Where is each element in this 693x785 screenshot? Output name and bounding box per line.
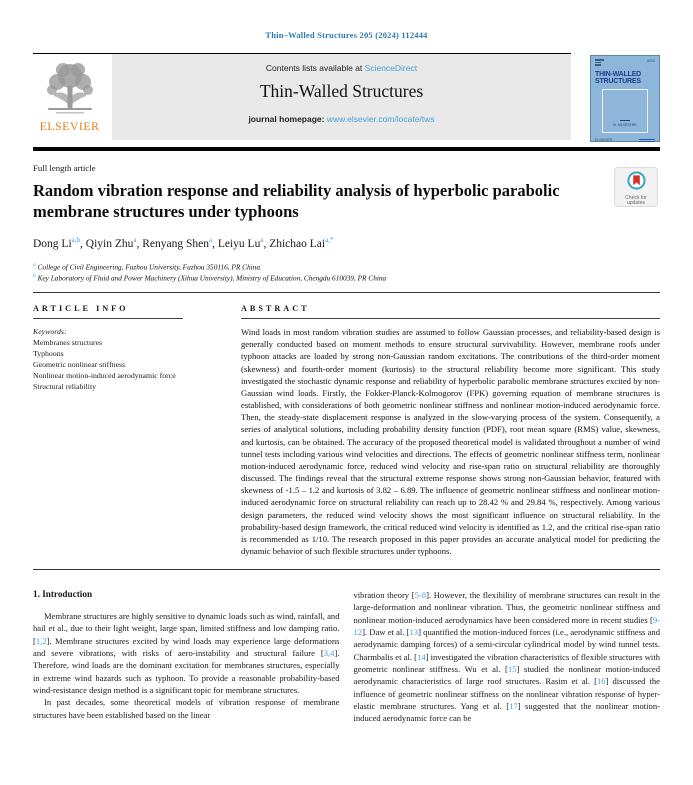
cover-corner-marks	[595, 59, 604, 67]
author: Renyang Shen$^a$,	[142, 236, 218, 251]
citation-ref[interactable]: 3,4	[323, 648, 335, 659]
citation-ref[interactable]: 9-12	[353, 614, 660, 638]
citation-ref[interactable]: 1,2	[35, 635, 47, 646]
homepage-link[interactable]: www.elsevier.com/locate/tws	[326, 114, 435, 124]
body-column-left	[33, 589, 340, 724]
abstract-column	[241, 304, 660, 557]
elsevier-tree-icon	[33, 60, 106, 118]
homepage-prefix: journal homepage:	[248, 114, 327, 124]
check-for-updates-badge[interactable]	[614, 167, 658, 207]
cover-brand: ELSEVIER	[595, 137, 613, 142]
body-column-right	[354, 589, 661, 724]
author-affil-sup[interactable]: a	[260, 236, 264, 245]
keyword: Nonlinear motion-induced aerodynamic force	[33, 371, 176, 381]
citation-ref[interactable]: 14	[417, 651, 426, 662]
keyword: Typhoons	[33, 349, 64, 359]
masthead	[33, 53, 660, 140]
elsevier-wordmark: ELSEVIER	[39, 119, 100, 133]
article-type-label: Full length article	[33, 162, 96, 173]
keywords-label: Keywords:	[33, 327, 67, 337]
article-header	[33, 151, 660, 284]
heading-rule	[241, 318, 660, 319]
keyword: Membranes structures	[33, 338, 103, 348]
author-affil-sup[interactable]: a	[209, 236, 213, 245]
abstract-text: Wind loads in most random vibration studies are assumed to follow Gaussian processes, and reliability-based design is generally conducted based on moment methods to ensure structural survivability. However, membrane roofs under typhoon attacks are loaded by strong non-Gaussian random excitations. The contributions of the third-order moment (skewness) and fourth-order moment (kurtosis) to the structural reliability become more significant. This study investigated the stochastic dynamic response and reliability of hyperbolic parabolic membrane structures excited by non-Gaussian wind loads. Firstly, the Fokker-Planck-Kolmogorov (FPK) governing equation of membrane structures is established, with considerations of both geometric nonlinear stiffness and nonlinear motion-induced aerodynamic force. Then, the steady-state displacement response is analyzed in the slow-varying process of the system. Consequently, a series of analytical solutions, including probability density function (PDF), root mean square (RMS) value, skewness, and kurtosis, can be obtained. The accuracy of the proposed theoretical model is validated throughout a number of wind tunnel tests including various wind velocities and directions. The effects of geometric nonlinear stiffness term, nonlinear motion-induced aerodynamic force, reduced wind velocity and rise-span ratio on structural reliability are thoroughly discussed. The findings reveal that the structural extreme response shows strong non-Gaussian behavior, featured with skewness of -1.5 – 1.2 and kurtosis of 3.82 – 6.89. The influence of geometric nonlinear stiffness and nonlinear motion-induced aerodynamic force on structural reliability can reach up to 28.42 % and 29.84 %, respectively. Among various design parameters, the reduced wind velocity shows the most significant influence on structural reliability. In the probability-based design framework, the critical reduced wind velocity is identified as 1.2, and the critical rise-span ratio is recommended as 1/10. The research proposed in this paper provides an accurate analytical model for predicting the dynamic behavior of such flexible structures under typhoons.	[241, 327, 660, 556]
affiliation: $^a$ College of Civil Engineering, Fuzhou University, Fuzhou 350116, PR China	[33, 262, 260, 272]
intro-paragraph-continued: vibration theory [5-8]. However, the flexibility of membrane structures can result in the large-deformation and nonlinear vibration. Thus, the geometric nonlinear stiffness and nonlinear motion-induced aerodynamics have been considered more in recent studies [9-12]. Daw et al. [13] quantified the motion-induced forces (i.e., aerodynamic stiffness and aerodynamic damping forces) of a semi-circular cylindrical model by wind tunnel tests. Charmbalis et al. [14] investigated the vibration characteristics of flexible structures with geometric nonlinear stiffness. Wu et al. [15] studied the nonlinear motion-induced aerodynamic characteristics of large roof structures. Rasim et al. [16] discussed the influence of geometric nonlinear stiffness on the nonlinear vibration response of hyper-elastic membrane structures. Yang et al. [17] suggested that the nonlinear motion-induced aerodynamic force can be	[353, 590, 661, 724]
abstract-heading: ABSTRACT	[241, 304, 310, 314]
affiliation: $^b$ Key Laboratory of Fluid and Power Machinery (Xihua University), Ministry of Education, Chengdu 610039, PR China	[33, 273, 387, 283]
cover-title: THIN-WALLED STRUCTURES	[595, 70, 642, 85]
citation-ref[interactable]: 13	[409, 627, 419, 638]
citation-ref[interactable]: 15	[507, 663, 517, 674]
article-info-column	[33, 304, 219, 557]
citation-ref[interactable]: 17	[509, 700, 518, 711]
section-heading-introduction: 1. Introduction	[33, 589, 93, 600]
abstract-divider	[33, 569, 660, 570]
elsevier-logo	[33, 54, 112, 140]
cover-editor: N. SILVESTRE	[603, 120, 647, 127]
author: Zhichao Lai$^{a,*}$	[269, 236, 334, 251]
homepage-line	[112, 114, 571, 124]
intro-paragraph-1: Membrane structures are highly sensitive to dynamic loads such as wind, rainfall, and hail et al., due to their light weight, large span, limited stiffness and low damping ratio. [1,2]. Membrane structures excited by wind loads may experience large deformations and severe vibrations, with risks of aero-instability and structural failure [3,4]. Therefore, wind loads are the dominant excitation for membranes structures, especially in extreme wind hazards such as typhoon. To provide a reasonable probability-based wind-resistance design method is a significant topic for membrane structures.	[33, 611, 340, 695]
citation-ref[interactable]: 16	[596, 676, 606, 687]
author-affil-sup[interactable]: a	[133, 236, 137, 245]
author: Leiyu Lu$^a$,	[217, 236, 270, 251]
article-body	[33, 589, 660, 724]
check-updates-label: Check for	[625, 194, 647, 201]
heading-rule	[33, 318, 183, 319]
masthead-center	[112, 54, 571, 140]
cover-footer-marks	[639, 138, 655, 142]
author-affil-sup[interactable]: a,b	[71, 236, 81, 245]
info-abstract-section	[33, 293, 660, 557]
cover-frame	[602, 89, 648, 133]
article-info-heading: ARTICLE INFO	[33, 304, 129, 314]
journal-citation-line: Thin–Walled Structures 205 (2024) 112444	[265, 30, 428, 40]
journal-name: Thin-Walled Structures	[259, 81, 424, 101]
author: Dong Li$^{a,b}$,	[33, 236, 86, 251]
article-title: Random vibration response and reliability analysis of hyperbolic parabolic membrane structures under typhoons	[33, 180, 560, 221]
author-affil-sup[interactable]: a,*	[325, 236, 334, 245]
sciencedirect-link[interactable]: ScienceDirect	[364, 63, 418, 73]
author: Qiyin Zhu$^a$,	[85, 236, 143, 251]
affiliations	[33, 261, 660, 283]
cover-corner-note: ISSN	[646, 59, 655, 63]
check-updates-label2: updates	[627, 200, 645, 206]
keyword: Structural reliability	[33, 382, 97, 392]
author-list	[33, 237, 660, 251]
check-updates-icon	[626, 178, 647, 195]
contents-line	[112, 63, 571, 73]
keyword: Geometric nonlinear stiffness	[33, 360, 126, 370]
contents-prefix: Contents lists available at	[265, 63, 365, 73]
intro-paragraph-2: In past decades, some theoretical models of vibration response of membrane structures have been established based on the linear	[33, 697, 340, 720]
journal-cover-thumbnail[interactable]	[590, 55, 660, 142]
citation-ref[interactable]: 5-8	[414, 590, 427, 601]
